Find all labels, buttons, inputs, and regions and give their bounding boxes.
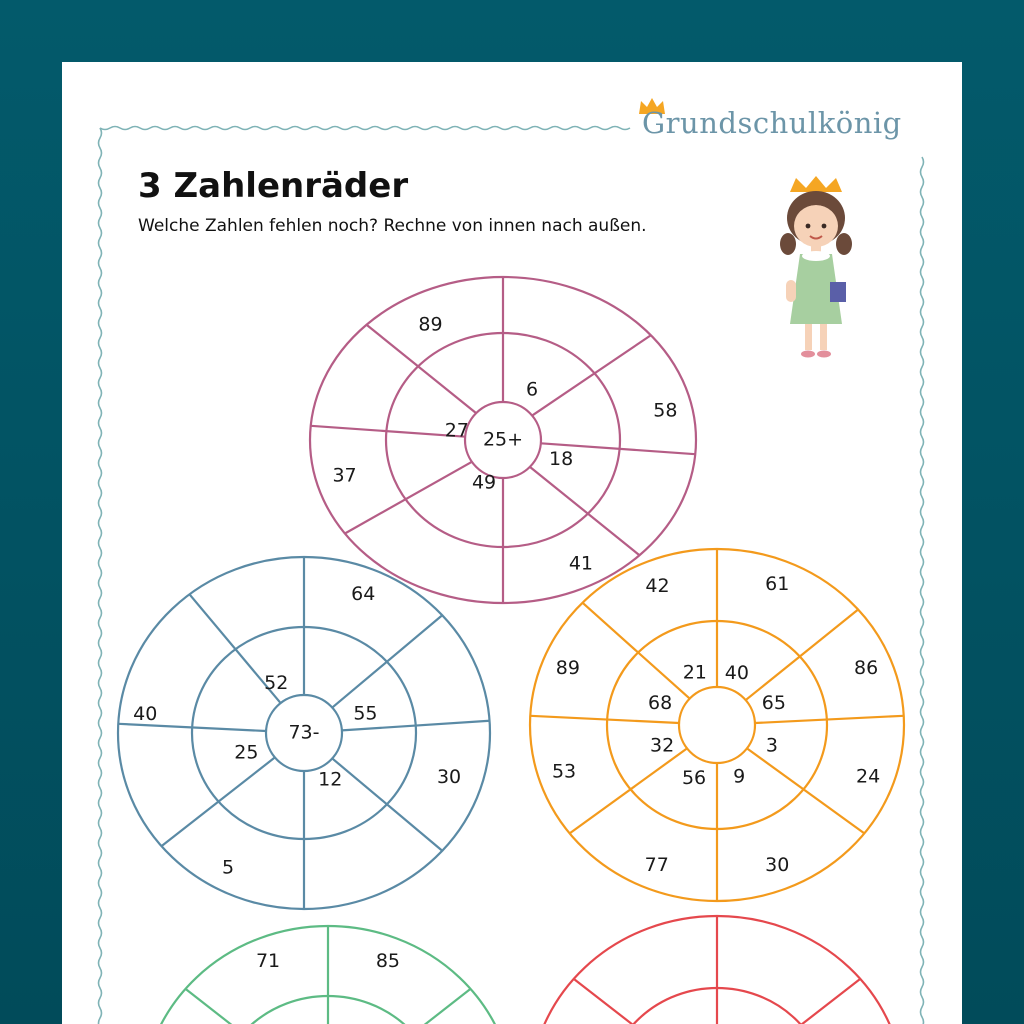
wheel-inner-number: 65 [761,691,786,714]
wheel-red [530,916,904,1024]
wheel-outer-number: 64 [351,582,376,605]
wheel-inner-number: 18 [549,447,574,470]
wheel-outer-number: 77 [644,853,669,876]
wheel-outer-number: 71 [255,950,281,973]
wheel-spoke [311,426,465,437]
wheel-outer-number: 53 [551,760,577,783]
wheel-spoke [747,748,864,833]
wheel-center-circle [679,687,755,763]
wheel-inner-number: 6 [525,378,539,401]
wheel-outer-number: 58 [653,399,678,422]
worksheet-page [62,62,962,1024]
wheel-outer-number: 5 [221,856,235,879]
wheel-inner-number: 3 [765,734,778,757]
wheel-outer-number: 37 [332,464,357,487]
instruction-text: Welche Zahlen fehlen noch? Rechne von innen nach außen. [138,216,647,236]
wheel-inner-number: 68 [648,691,673,714]
wheel-spoke [530,716,679,723]
wheel-outer-number: 89 [555,656,580,679]
wheel-inner-number: 27 [444,419,469,442]
wheel-spoke [574,979,688,1024]
wheel-spoke [332,758,442,850]
wheel-inner-number: 21 [682,661,707,684]
wheel-outer-number: 89 [418,313,443,336]
wheel-spoke [530,467,640,555]
wheel-outer-number: 24 [856,765,881,788]
wheel-pink [310,277,696,603]
wheel-inner-number: 32 [650,734,675,757]
wheel-outer-number: 40 [133,703,158,726]
wheel-spoke [532,335,651,415]
wheel-inner-number: 25 [234,741,259,764]
wheel-spoke [332,615,442,707]
wheel-center-operation: 25+ [482,428,524,451]
page-title: 3 Zahlenräder [138,166,409,206]
wheel-outer-number: 61 [765,573,790,596]
wheel-spoke [367,325,477,413]
wheel-outer-number: 30 [765,853,790,876]
wheel-outer-number: 42 [645,574,670,597]
wheel-spoke [582,603,689,699]
wheel-center-operation: 73- [288,721,320,744]
wheel-spoke [746,979,860,1024]
wheel-inner-number: 55 [353,702,378,725]
wheel-spoke [755,716,904,723]
wheel-outer-number: 41 [568,552,594,575]
wheel-outer-number: 85 [375,950,401,973]
brand-logo: Grundschulkönig [642,106,902,140]
wheel-outer-number: 86 [854,656,879,679]
wheel-blue [118,557,490,909]
wheel-inner-number: 12 [318,768,343,791]
wheel-outer-number: 30 [436,766,462,789]
wheel-spoke [570,748,687,833]
wheel-inner-number: 9 [733,765,746,788]
wheel-inner-number: 49 [471,471,497,494]
wheel-spoke [345,462,472,534]
wheel-spoke [162,757,275,846]
wheel-inner-number: 40 [724,661,749,684]
wheel-orange [530,549,904,901]
number-wheels [62,62,962,1024]
wheel-inner-number: 52 [264,672,289,695]
wheel-green [142,926,514,1024]
wheel-spoke [746,610,858,701]
wheel-inner-number: 56 [681,767,707,790]
